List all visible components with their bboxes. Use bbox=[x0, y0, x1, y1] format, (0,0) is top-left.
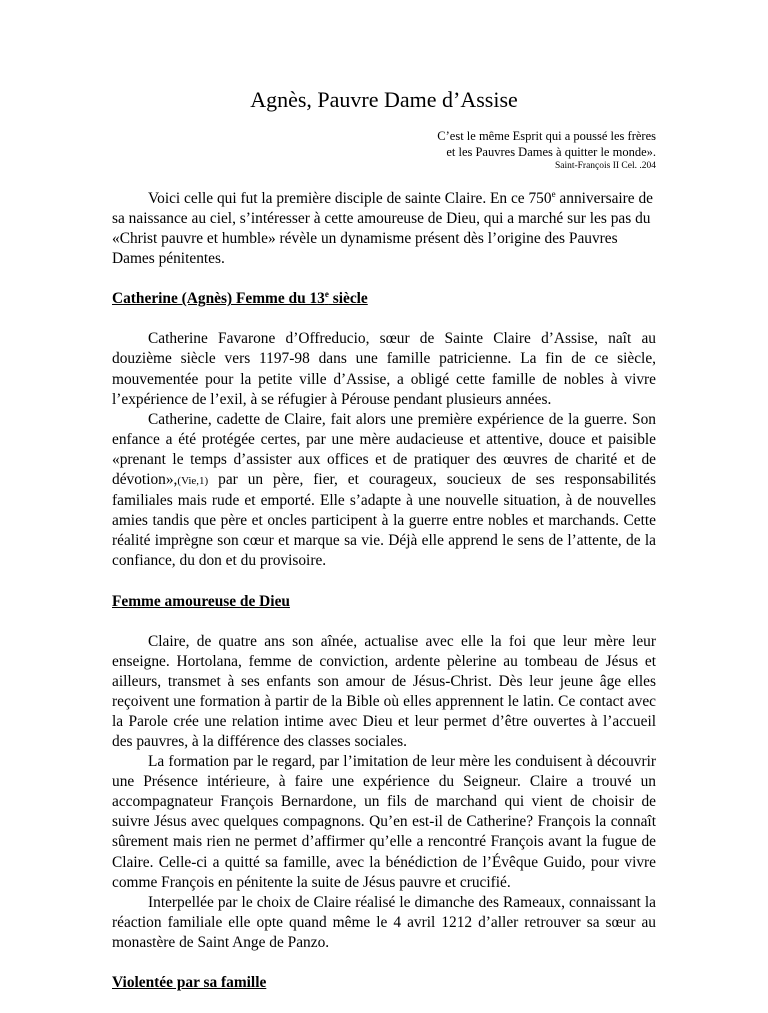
section2-paragraph-1: Claire, de quatre ans son aînée, actualise avec elle la foi que leur mère leur enseigne. Hortolana, femme de conviction, ardente pèlerine au tombeau de Jésus et ailleurs, transmet à ses enfants son amour de Jésus-Christ. Dès leur jeune âge elles reçoivent une formation à partir de la Bible où elles apprennent le latin. Ce contact avec la Parole crée une relation intime avec Dieu et leur permet d’être ouvertes à l’accueil des pauvres, à la différence des classes sociales. bbox=[112, 632, 656, 750]
document-page bbox=[112, 86, 656, 1013]
epigraph-line-1: C’est le même Esprit qui a poussé les frères bbox=[437, 129, 656, 143]
heading-text-end: siècle bbox=[328, 290, 368, 308]
paragraph-text-start: Catherine, cadette de Claire, fait alors une première expérience de la guerre. Son enfance a été protégée certes, par une mère audacieuse et attentive, douce et paisible «prenant le temps d’assister aux offices et de pratiquer des œuvres de charité et de dévotion», bbox=[112, 410, 656, 489]
citation-ref: (Vie,1) bbox=[177, 475, 209, 488]
spacer bbox=[112, 953, 656, 973]
section1-paragraph-2 bbox=[112, 410, 656, 572]
epigraph-line-2: et les Pauvres Dames à quitter le monde». bbox=[446, 145, 656, 159]
section2-paragraph-2: La formation par le regard, par l’imitation de leur mère les conduisent à découvrir une Présence intérieure, à faire une expérience du Seigneur. Claire a trouvé un accompagnateur François Bernardone, un fils de marchand qui vient de choisir de suivre Jésus avec quelques compagnons. Qu’en est-il de Catherine? François la connaît sûrement mais rien ne permet d’affirmer qu’elle a rencontré François avant la fugue de Claire. Celle-ci a quitté sa famille, avec la bénédiction de l’Évêque Guido, pour vivre comme François en pénitente la suite de Jésus pauvre et crucifié. bbox=[112, 753, 656, 891]
epigraph-source: Saint-François II Cel. .204 bbox=[554, 161, 656, 171]
document-title: Agnès, Pauvre Dame d’Assise bbox=[250, 87, 518, 112]
heading-ordinal-sup: e bbox=[324, 289, 329, 300]
section-heading-catherine bbox=[112, 289, 656, 309]
heading-text-start: Catherine (Agnès) Femme du 13 bbox=[112, 290, 325, 308]
section1-paragraph-1: Catherine Favarone d’Offreducio, sœur de Sainte Claire d’Assise, naît au douzième siècle vers 1197-98 dans une famille patricienne. La fin de ce siècle, mouvementée pour la petite ville d’Assise, a obligé cette famille de nobles à vivre l’expérience de l’exil, à se réfugier à Pérouse pendant plusieurs années. bbox=[112, 330, 656, 408]
spacer bbox=[112, 572, 656, 592]
paragraph-text-end: par un père, fier, et courageux, soucieux de ses responsabilités familiales mais rude et emporté. Elle s’adapte à une nouvelle situation, à de nouvelles amies tandis que père et oncles participent à la guerre entre nobles et marchands. Cette réalité imprègne son cœur et marque sa vie. Déjà elle apprend le sens de l’attente, de la confiance, du don et du provisoire. bbox=[112, 471, 656, 570]
section2-paragraph-3: Interpellée par le choix de Claire réalisé le dimanche des Rameaux, connaissant la réaction familiale elle opte quand même le 4 avril 1212 d’aller retrouver sa sœur au monastère de Saint Ange de Panzo. bbox=[112, 893, 656, 951]
section-heading-violentee: Violentée par sa famille bbox=[112, 974, 267, 991]
intro-text-end: anniversaire de sa naissance au ciel, s’intéresser à cette amoureuse de Dieu, qui a marché sur les pas du «Christ pauvre et humble» révèle un dynamisme présent dès l’origine des Pauvres Dames pénitentes. bbox=[112, 190, 654, 268]
intro-paragraph bbox=[112, 189, 656, 269]
spacer bbox=[112, 269, 656, 289]
section-heading-amoureuse: Femme amoureuse de Dieu bbox=[112, 592, 290, 610]
intro-text-start: Voici celle qui fut la première disciple de sainte Claire. En ce 750 bbox=[148, 190, 552, 207]
intro-ordinal-sup: e bbox=[551, 188, 556, 199]
